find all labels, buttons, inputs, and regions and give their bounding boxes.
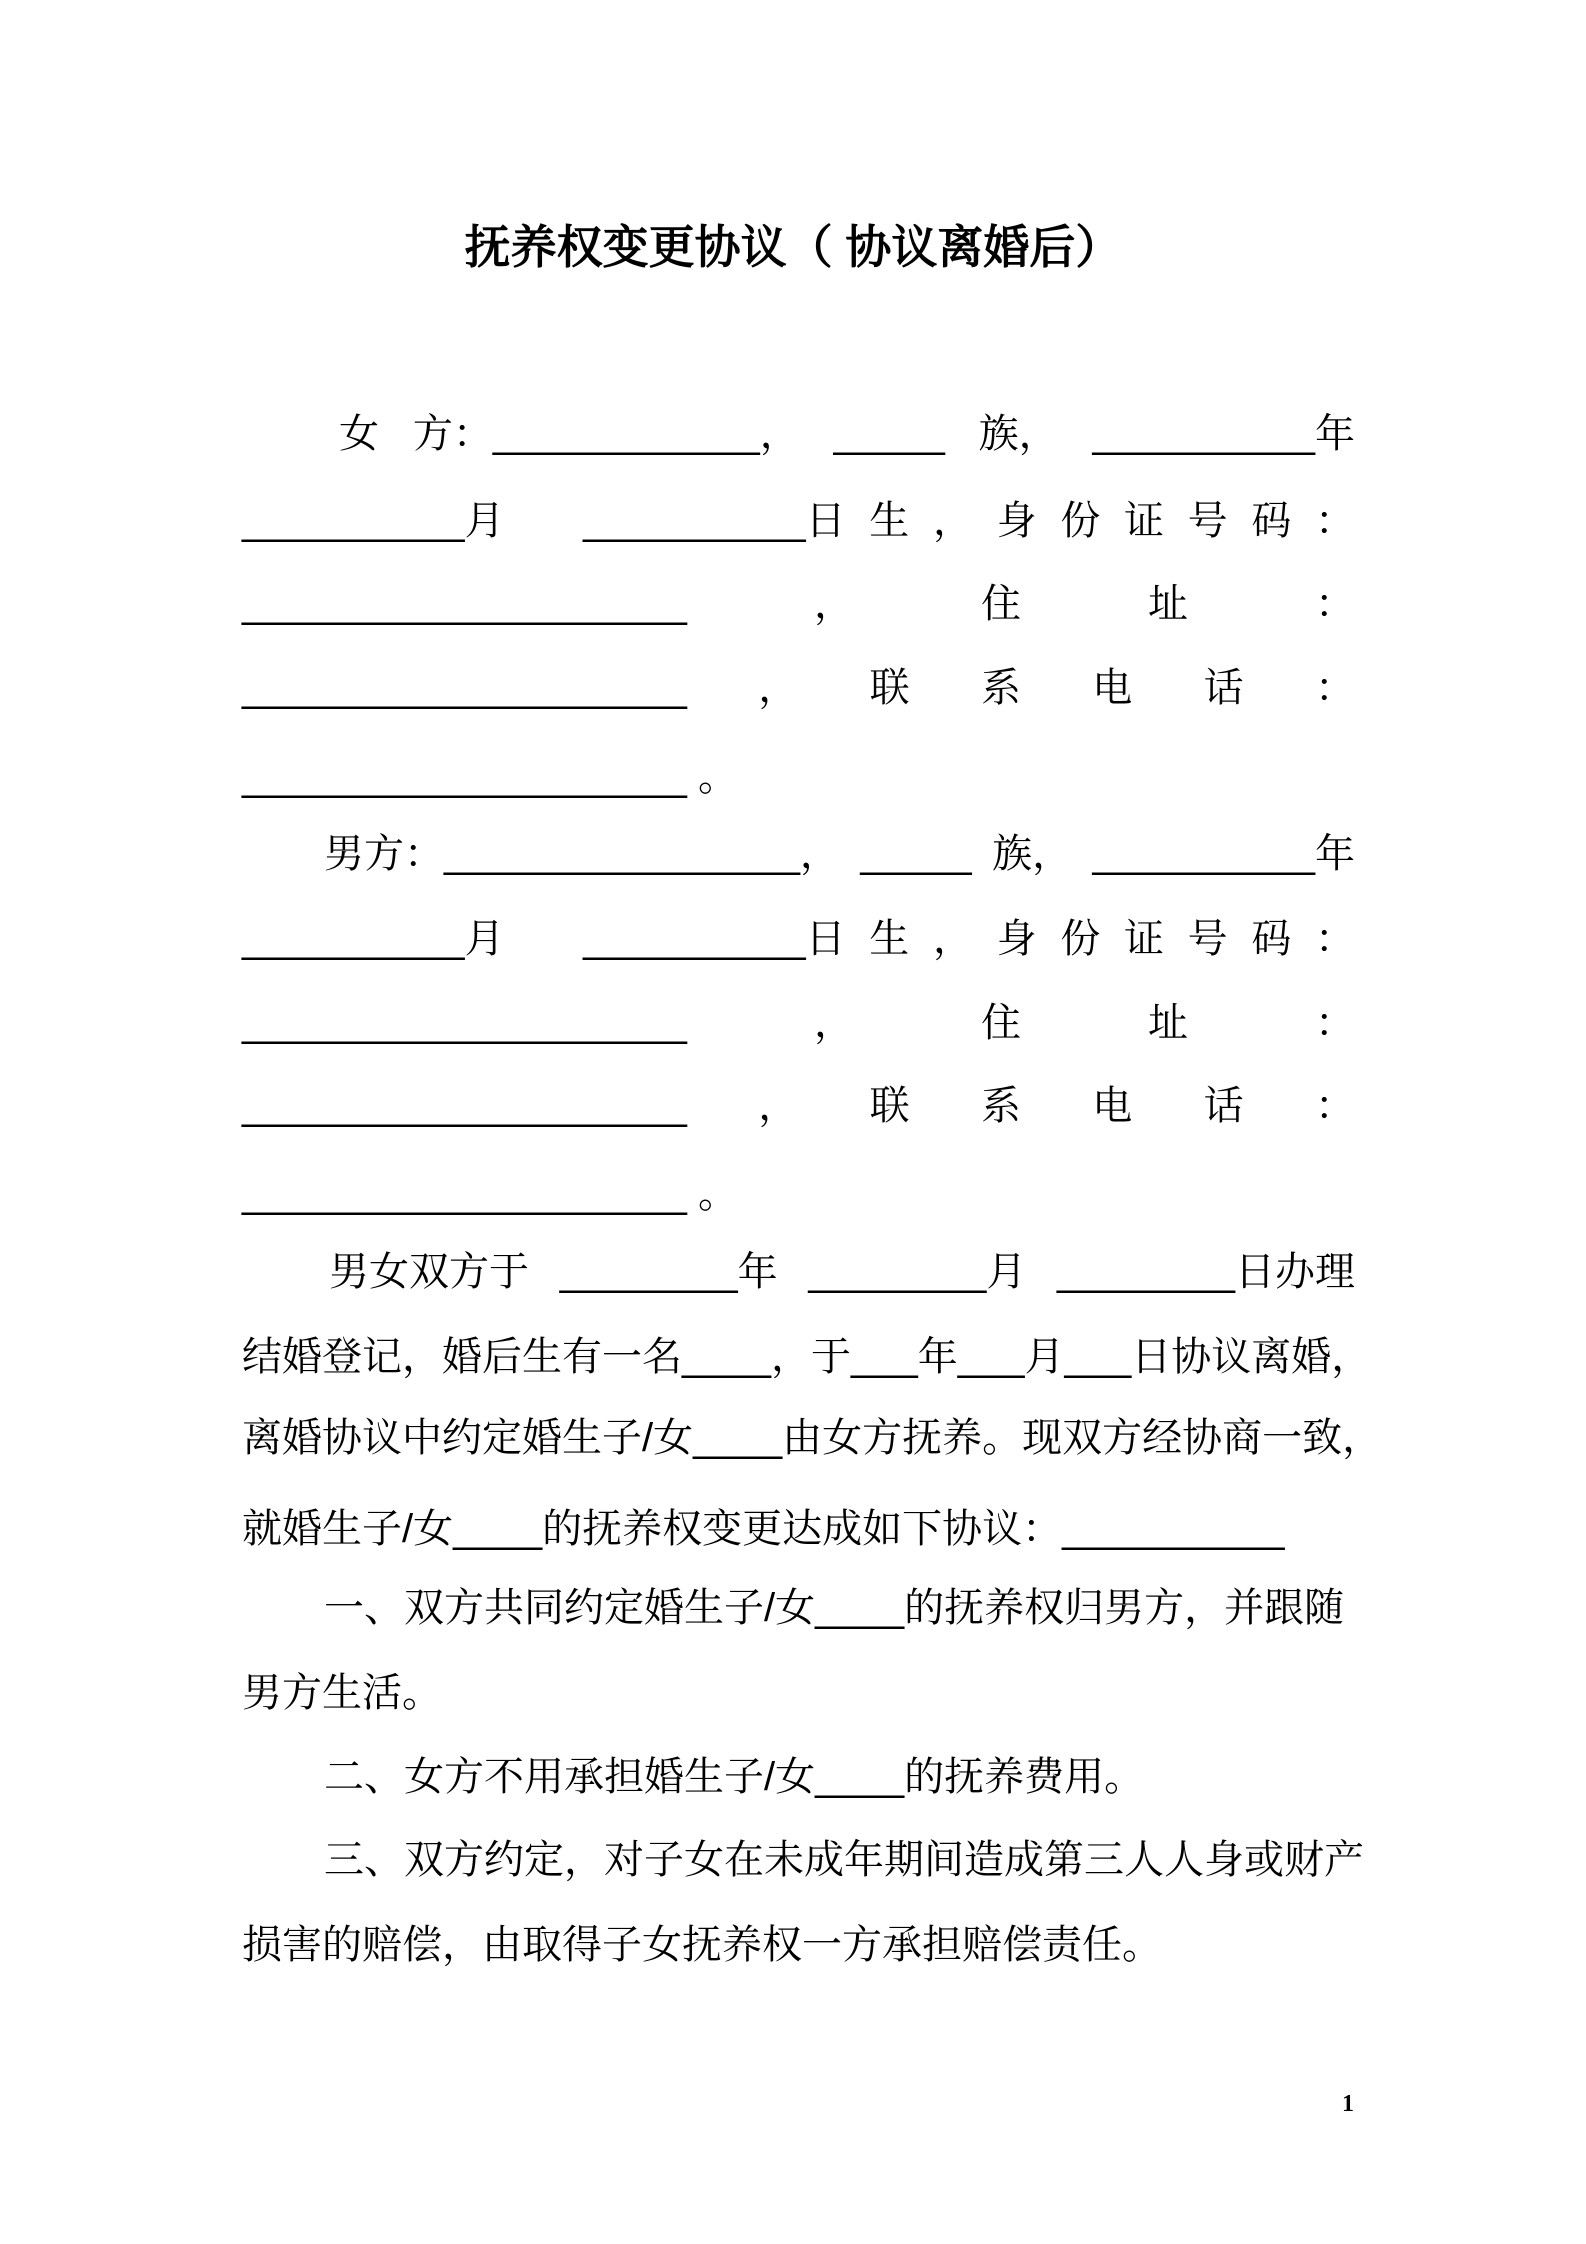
clause-1-line: 一、双方共同约定婚生子/女____的抚养权归男方，并跟随 <box>324 1586 1345 1630</box>
male-address-label-char: 住 <box>980 1001 1021 1045</box>
male-info-line-4 <box>242 1076 1355 1136</box>
male-id-label-char: 号 <box>1187 917 1228 961</box>
female-info-line-3 <box>242 574 1355 634</box>
female-ethnicity-label: 族， <box>978 412 1059 456</box>
male-phone-label-char: 电 <box>1092 1084 1133 1128</box>
male-label-name-blank: 男方：________________， <box>324 832 840 876</box>
female-birth-day-blank: __________日 <box>583 499 846 543</box>
female-id-label-char: 号 <box>1187 499 1228 543</box>
female-phone-label-char: 联 <box>869 666 910 710</box>
female-ethnicity-blank: _____ <box>833 412 945 456</box>
female-label-char: 女 <box>339 412 379 456</box>
male-phone-label-char: 系 <box>980 1084 1021 1128</box>
female-phone-label-char: ， <box>758 666 799 710</box>
female-id-label-char: 身 <box>996 499 1037 543</box>
document-title: 抚养权变更协议（ 协议离婚后） <box>464 221 1122 273</box>
registration-month-blank: ________月 <box>808 1250 1027 1294</box>
male-id-label-char: 生 <box>869 917 910 961</box>
female-address-label-char: 住 <box>980 582 1021 626</box>
female-birth-year-blank: __________年 <box>1092 412 1355 456</box>
female-address-label-char: ， <box>813 582 854 626</box>
intro-paragraph-line: 就婚生子/女____的抚养权变更达成如下协议：__________ <box>242 1507 1285 1551</box>
female-phone-label-char: 话 <box>1203 666 1244 710</box>
male-phone-blank: ____________________ 。 <box>242 1172 739 1216</box>
male-id-label-char: 份 <box>1060 917 1101 961</box>
marriage-registration-date-line <box>329 1242 1355 1302</box>
female-phone-label-char: ： <box>1314 666 1355 710</box>
female-info-line-2 <box>242 491 1355 551</box>
male-address-label-char: 址 <box>1147 1001 1188 1045</box>
male-info-line-1 <box>324 824 1355 884</box>
clause-3-line: 损害的赔偿，由取得子女抚养权一方承担赔偿责任。 <box>242 1923 1162 1967</box>
male-phone-label-char: ， <box>758 1084 799 1128</box>
male-address-blank: ____________________ <box>242 1084 687 1128</box>
clause-2-line: 二、女方不用承担婚生子/女____的抚养费用。 <box>324 1755 1145 1799</box>
female-phone-label-char: 系 <box>980 666 1021 710</box>
male-info-line-3 <box>242 993 1355 1053</box>
female-id-label-char: 生 <box>869 499 910 543</box>
female-id-label-char: 证 <box>1123 499 1164 543</box>
male-birth-year-blank: __________年 <box>1092 832 1355 876</box>
clause-1-line: 男方生活。 <box>242 1671 442 1715</box>
male-phone-label-char: ： <box>1314 1084 1355 1128</box>
female-info-line-4 <box>242 658 1355 718</box>
male-id-label-char: 证 <box>1123 917 1164 961</box>
male-id-label-char: ： <box>1314 917 1355 961</box>
male-id-label-char: ， <box>932 917 973 961</box>
page-number: 1 <box>1342 2091 1354 2117</box>
registration-year-blank: ________年 <box>559 1250 778 1294</box>
male-ethnicity-label: 族， <box>992 832 1073 876</box>
female-info-line-1 <box>339 404 1355 464</box>
male-address-label-char: ： <box>1314 1001 1355 1045</box>
female-id-label-char: ： <box>1314 499 1355 543</box>
male-id-label-char: 码 <box>1251 917 1292 961</box>
female-id-label-char: 码 <box>1251 499 1292 543</box>
male-phone-label-char: 话 <box>1203 1084 1244 1128</box>
intro-paragraph-line: 结婚登记，婚后生有一名____，于___年___月___日协议离婚， <box>242 1335 1372 1379</box>
male-birth-day-blank: __________日 <box>583 917 846 961</box>
male-info-line-2 <box>242 909 1355 969</box>
intro-paragraph-line: 离婚协议中约定婚生子/女____由女方抚养。现双方经协商一致， <box>242 1416 1383 1460</box>
male-ethnicity-blank: _____ <box>860 832 972 876</box>
registration-day-blank: ________日办理 <box>1057 1250 1355 1294</box>
female-address-label-char: 址 <box>1147 582 1188 626</box>
male-id-label-char: 身 <box>996 917 1037 961</box>
male-id-number-blank: ____________________ <box>242 1001 687 1045</box>
male-address-label-char: ， <box>813 1001 854 1045</box>
female-id-label-char: ， <box>932 499 973 543</box>
female-phone-blank: ____________________ 。 <box>242 755 739 799</box>
female-id-number-blank: ____________________ <box>242 582 687 626</box>
female-phone-label-char: 电 <box>1092 666 1133 710</box>
male-phone-label-char: 联 <box>869 1084 910 1128</box>
female-label-name-blank: 方：____________， <box>412 412 800 456</box>
female-address-blank: ____________________ <box>242 666 687 710</box>
female-id-label-char: 份 <box>1060 499 1101 543</box>
female-birth-month-blank: __________月 <box>242 499 505 543</box>
female-address-label-char: ： <box>1314 582 1355 626</box>
intro-text: 男女双方于 <box>329 1250 529 1294</box>
clause-3-line: 三、双方约定，对子女在未成年期间造成第三人人身或财产 <box>324 1838 1364 1882</box>
male-birth-month-blank: __________月 <box>242 917 505 961</box>
